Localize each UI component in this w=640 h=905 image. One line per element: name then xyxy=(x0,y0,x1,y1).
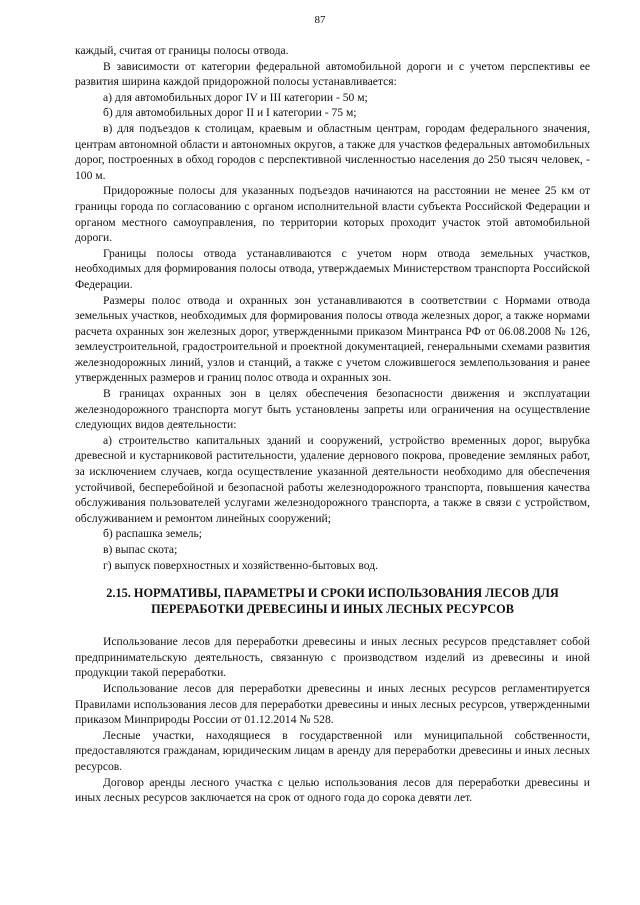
paragraph: Размеры полос отвода и охранных зон устанавливаются в соответствии с Нормами отвода земельных участков, необходимых для формирования полосы отвода железных дорог, а также нормами расчета охранных зон железных дорог, утвержденными приказом Минтранса РФ от 06.08.2008 № 126, землеустроительной, градостроительной и проектной документацией, генеральными схемами развития железнодорожных линий, узлов и станций, а также с учетом сложившегося землепользования и ранее утвержденных размеров и границ полос отвода и охранных зон. xyxy=(75,293,590,385)
list-item: в) выпас скота; xyxy=(103,543,178,556)
paragraph: каждый, считая от границы полосы отвода. xyxy=(75,44,289,57)
paragraph: Лесные участки, находящиеся в государственной или муниципальной собственности, предоставляются гражданам, юридическим лицам в аренду для переработки древесины и иных лесных ресурсов. xyxy=(75,728,590,773)
list-item: в) для подъездов к столицам, краевым и областным центрам, городам федерального значения, центрам автономной области и автономных округов, а также для участков федеральных автомобильных дорог, построенных в обход городов с перспективной численностью населения до 250 тысяч человек, - 100 м. xyxy=(75,121,590,182)
section-transport-zones xyxy=(75,43,590,573)
list-item: б) для автомобильных дорог II и I категории - 75 м; xyxy=(103,106,357,120)
page-body xyxy=(75,43,590,806)
paragraph: В зависимости от категории федеральной автомобильной дороги и с учетом перспективы ее развития ширина каждой придорожной полосы устанавливается: xyxy=(75,59,590,89)
paragraph: Использование лесов для переработки древесины и иных лесных ресурсов представляет собой предпринимательскую деятельность, связанную с производством изделий из древесины и иной продукции такой переработки. xyxy=(75,635,590,680)
list-item: г) выпуск поверхностных и хозяйственно-бытовых вод. xyxy=(103,558,379,572)
section-heading: 2.15. НОРМАТИВЫ, ПАРАМЕТРЫ И СРОКИ ИСПОЛЬЗОВАНИЯ ЛЕСОВ ДЛЯ ПЕРЕРАБОТКИ ДРЕВЕСИНЫ И ИНЫХ ЛЕСНЫХ РЕСУРСОВ xyxy=(106,586,559,617)
paragraph: Договор аренды лесного участка с целью использования лесов для переработки древесины и иных лесных ресурсов заключается на срок от одного года до сорока девяти лет. xyxy=(75,775,590,805)
list-item: а) строительство капитальных зданий и сооружений, устройство временных дорог, вырубка древесной и кустарниковой растительности, удаление дернового покрова, проведение земляных работ, за исключением случаев, когда осуществление указанной деятельности необходимо для обеспечения устойчивой, бесперебойной и безопасной работы железнодорожного транспорта, повышения качества обслуживания пользователей услугами железнодорожного транспорта, а также в связи с устройством, обслуживанием и ремонтом линейных сооружений; xyxy=(75,433,590,525)
paragraph: Использование лесов для переработки древесины и иных лесных ресурсов регламентируется Правилами использования лесов для переработки древесины и иных лесных ресурсов, утвержденными приказом Минприроды России от 01.12.2014 № 528. xyxy=(75,681,590,727)
paragraph: Границы полосы отвода устанавливаются с учетом норм отвода земельных участков, необходимых для формирования полосы отвода, утверждаемых Министерством транспорта Российской Федерации. xyxy=(75,246,590,291)
section-forest-use xyxy=(75,634,590,806)
list-item: а) для автомобильных дорог IV и III категории - 50 м; xyxy=(103,90,368,104)
paragraph: В границах охранных зон в целях обеспечения безопасности движения и эксплуатации железнодорожного транспорта могут быть установлены запреты или ограничения на осуществление следующих видов деятельности: xyxy=(75,387,590,432)
page-number: 87 xyxy=(314,14,326,26)
paragraph: Придорожные полосы для указанных подъездов начинаются на расстоянии не менее 25 км от границы города по согласованию с органом исполнительной власти субъекта Российской Федерации и органом местного самоуправления, по территории которых проходит участок этой автомобильной дороги. xyxy=(75,184,590,245)
list-item: б) распашка земель; xyxy=(103,527,203,541)
